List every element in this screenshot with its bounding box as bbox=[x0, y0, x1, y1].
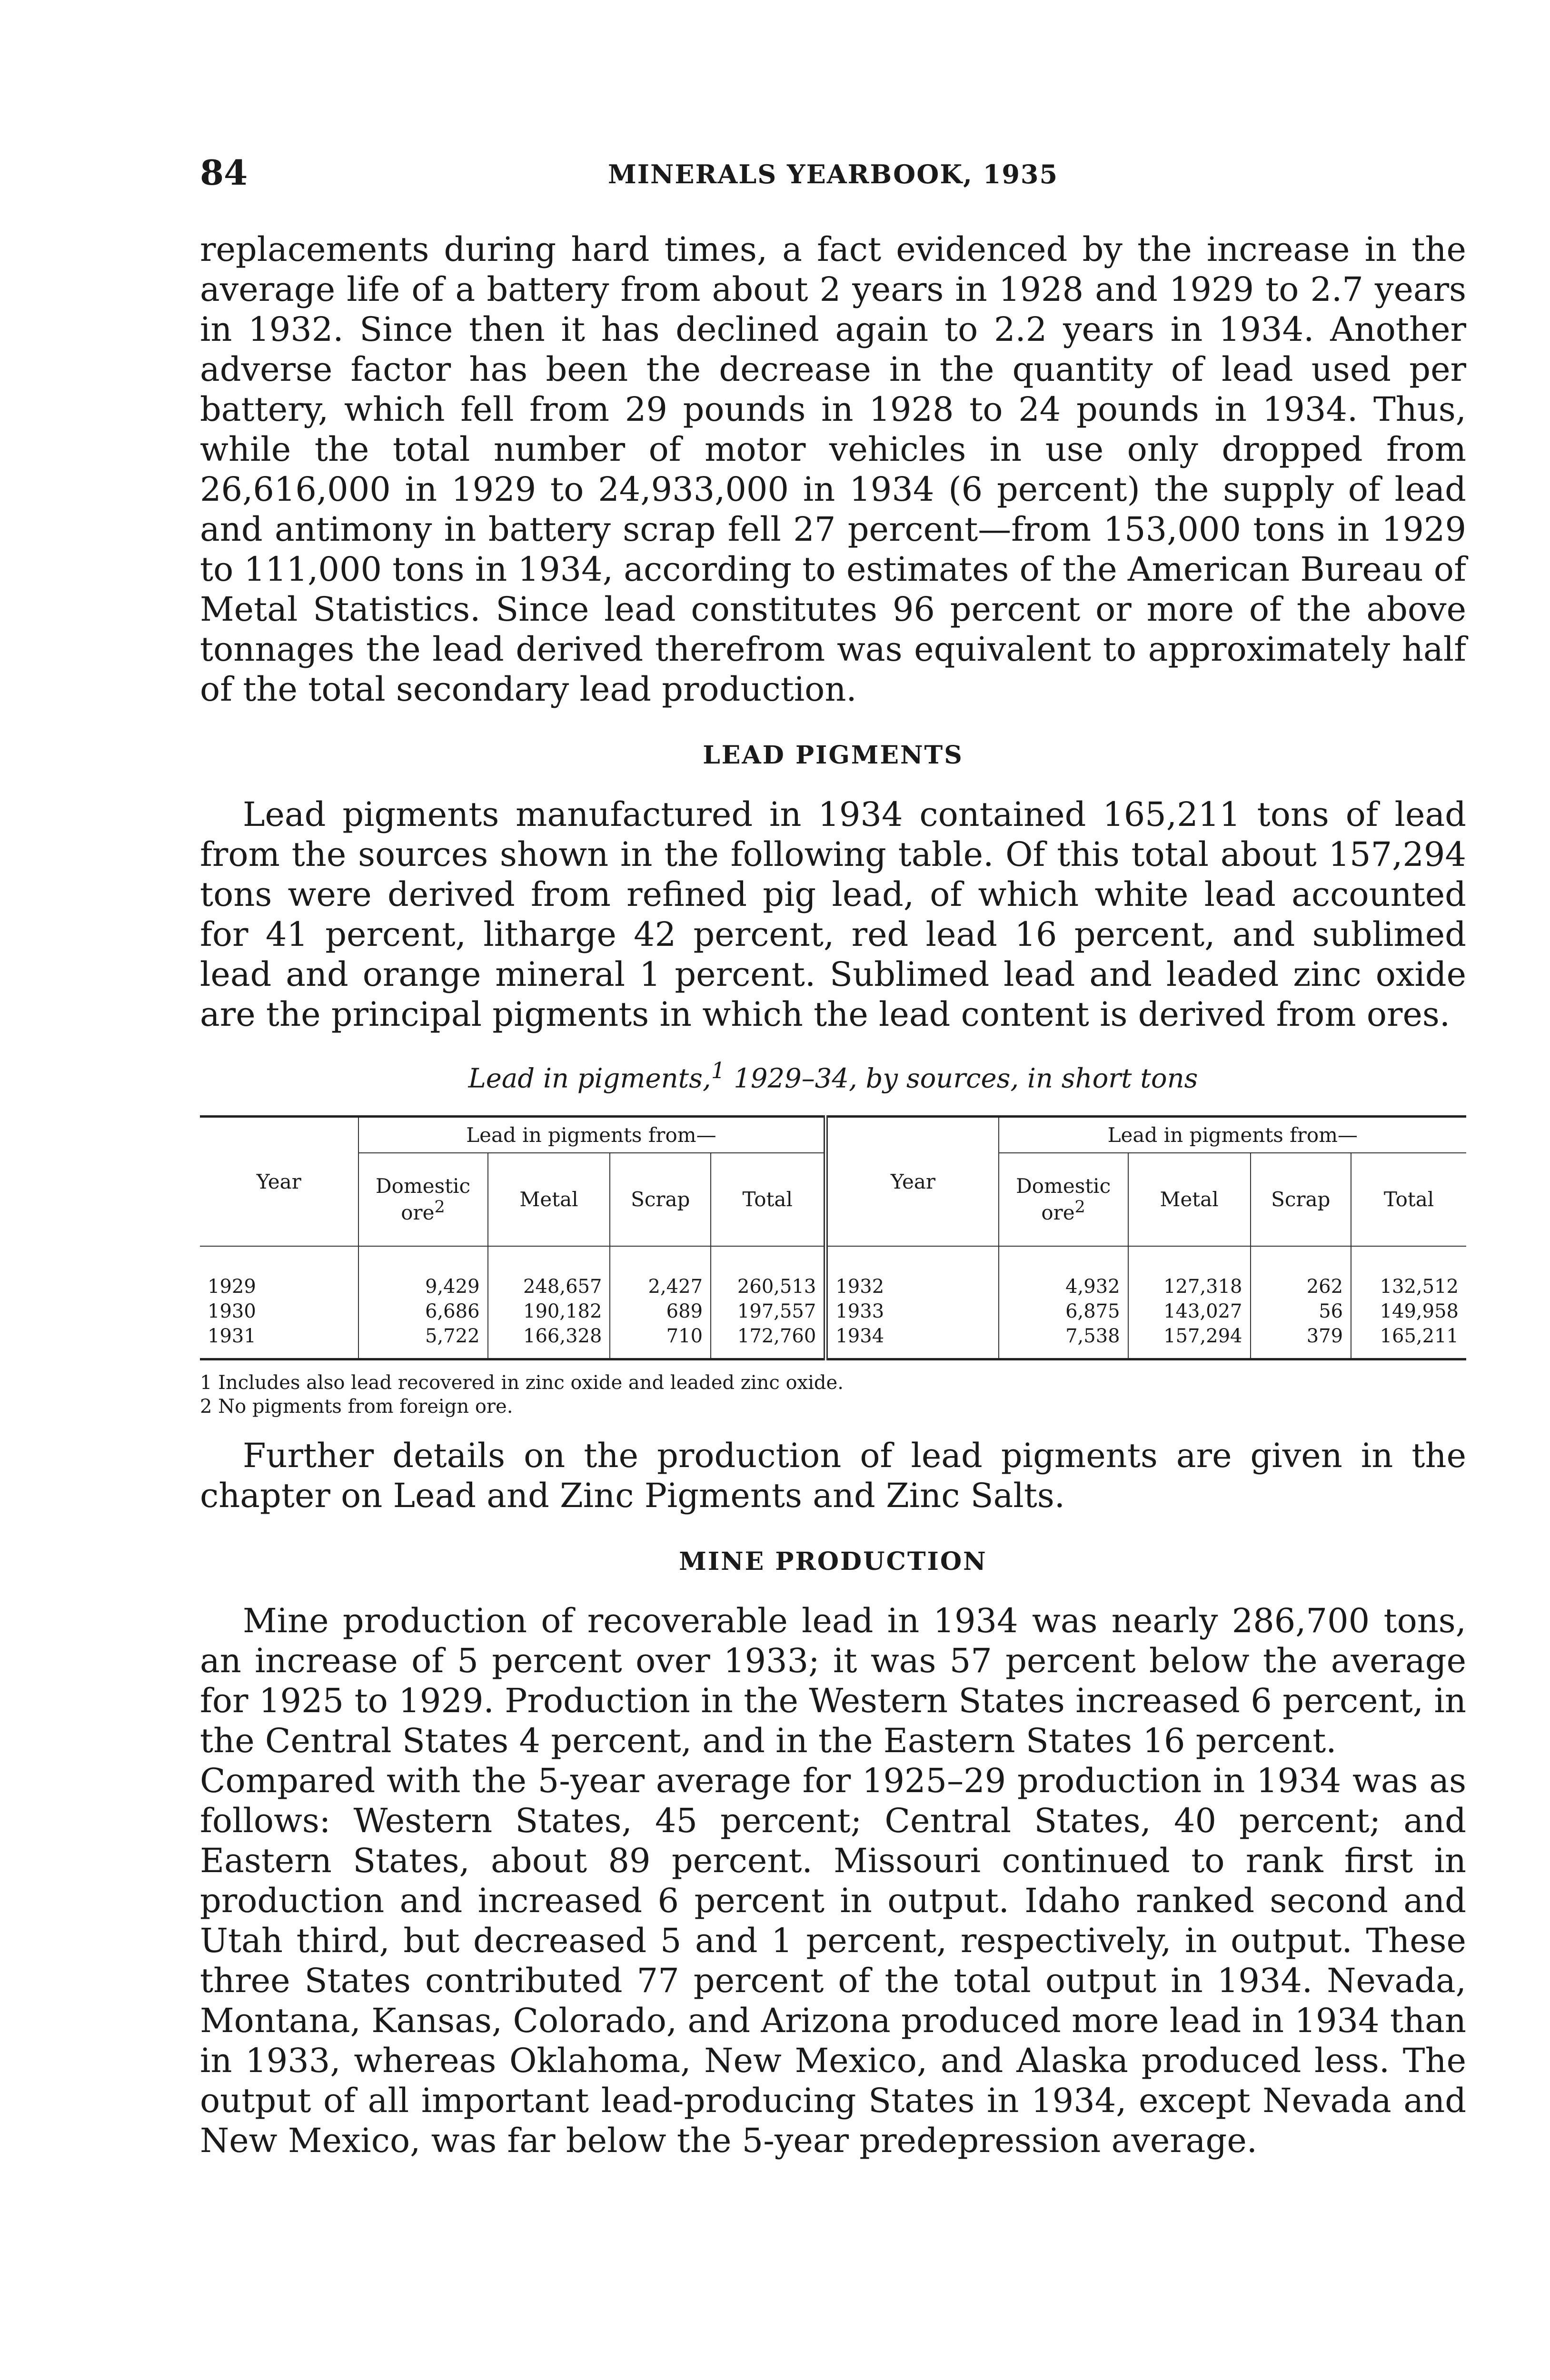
scrap-cell: 56 bbox=[1251, 1299, 1351, 1324]
domestic-footnote-marker: 2 bbox=[1074, 1198, 1085, 1217]
mine-production-paragraph-2: Compared with the 5-year average for 1925–29 production in 1934 was as follows: Western States, 45 percent; Central States, 40 percent; and Eastern States, about 89 percent. Missouri continued to rank first in production and increased 6 percent in output. Idaho ranked second and Utah third, but decreased 5 and 1 percent, respectively, in output. These three States contributed 77 percent of the total output in 1934. Nevada, Montana, Kansas, Colorado, and Arizona produced more lead in 1934 than in 1933, whereas Oklahoma, New Mexico, and Alaska produced less. The output of all important lead-producing States in 1934, except Nevada and New Mexico, was far below the 5-year predepression average. bbox=[200, 1761, 1466, 2160]
table-footnotes bbox=[200, 1371, 1466, 1418]
year-header-right: Year bbox=[826, 1116, 999, 1246]
metal-cell: 190,182 bbox=[488, 1299, 610, 1324]
domestic-cell: 6,875 bbox=[999, 1299, 1128, 1324]
domestic-cell: 7,538 bbox=[999, 1324, 1128, 1359]
total-header-right: Total bbox=[1351, 1153, 1466, 1246]
footnote-2: 2 No pigments from foreign ore. bbox=[200, 1395, 513, 1418]
year-header-left: Year bbox=[200, 1116, 358, 1246]
lead-pigments-heading: LEAD PIGMENTS bbox=[703, 741, 964, 770]
domestic-cell: 5,722 bbox=[358, 1324, 488, 1359]
metal-cell: 143,027 bbox=[1128, 1299, 1251, 1324]
domestic-cell: 9,429 bbox=[358, 1246, 488, 1299]
metal-cell: 248,657 bbox=[488, 1246, 610, 1299]
caption-footnote-marker: 1 bbox=[711, 1058, 725, 1084]
scrap-cell: 689 bbox=[610, 1299, 711, 1324]
page-header bbox=[200, 152, 1466, 195]
table-row bbox=[200, 1246, 1466, 1299]
scrap-cell: 379 bbox=[1251, 1324, 1351, 1359]
caption-text-pre: Lead in pigments, bbox=[468, 1063, 711, 1094]
table-row bbox=[200, 1299, 1466, 1324]
total-cell: 172,760 bbox=[711, 1324, 826, 1359]
group-header-left: Lead in pigments from— bbox=[358, 1116, 826, 1153]
total-cell: 260,513 bbox=[711, 1246, 826, 1299]
scrap-cell: 710 bbox=[610, 1324, 711, 1359]
metal-header-left: Metal bbox=[488, 1153, 610, 1246]
scrap-cell: 262 bbox=[1251, 1246, 1351, 1299]
mine-production-paragraph-1: Mine production of recoverable lead in 1934 was nearly 286,700 tons, an increase of 5 percent over 1933; it was 57 percent below the average for 1925 to 1929. Production in the Western States increased 6 percent, in the Central States 4 percent, and in the Eastern States 16 percent. bbox=[200, 1601, 1466, 1760]
table-caption bbox=[200, 1058, 1466, 1094]
total-cell: 165,211 bbox=[1351, 1324, 1466, 1359]
year-cell: 1929 bbox=[200, 1246, 358, 1299]
running-title: MINERALS YEARBOOK, 1935 bbox=[607, 159, 1059, 189]
metal-cell: 127,318 bbox=[1128, 1246, 1251, 1299]
group-header-right: Lead in pigments from— bbox=[999, 1116, 1466, 1153]
scrap-header-right: Scrap bbox=[1251, 1153, 1351, 1246]
year-cell: 1933 bbox=[826, 1299, 999, 1324]
lead-pigments-table bbox=[200, 1115, 1466, 1360]
domestic-ore-header-right bbox=[999, 1153, 1128, 1246]
table-header-row-1 bbox=[200, 1116, 1466, 1153]
table-row bbox=[200, 1324, 1466, 1359]
domestic-cell: 6,686 bbox=[358, 1299, 488, 1324]
intro-paragraph: replacements during hard times, a fact evidenced by the increase in the average life of a battery from about 2 years in 1928 and 1929 to 2.7 years in 1932. Since then it has declined again to 2.2 years in 1934. Another adverse factor has been the decrease in the quantity of lead used per battery, which fell from 29 pounds in 1928 to 24 pounds in 1934. Thus, while the total number of motor vehicles in use only dropped from 26,616,000 in 1929 to 24,933,000 in 1934 (6 percent) the supply of lead and antimony in battery scrap fell 27 percent—from 153,000 tons in 1929 to 111,000 tons in 1934, according to estimates of the American Bureau of Metal Statistics. Since lead constitutes 96 percent or more of the above tonnages the lead derived therefrom was equivalent to approximately half of the total secondary lead production. bbox=[200, 230, 1466, 709]
domestic-ore-label: Domestic ore bbox=[376, 1174, 471, 1225]
mine-production-heading: MINE PRODUCTION bbox=[679, 1547, 987, 1576]
total-cell: 149,958 bbox=[1380, 1300, 1459, 1322]
domestic-ore-header-left bbox=[358, 1153, 488, 1246]
caption-text-post: 1929–34, by sources, in short tons bbox=[725, 1063, 1198, 1094]
footnote-1: 1 Includes also lead recovered in zinc oxide and leaded zinc oxide. bbox=[200, 1371, 844, 1394]
year-cell: 1934 bbox=[826, 1324, 999, 1359]
metal-cell: 157,294 bbox=[1128, 1324, 1251, 1359]
lead-pigments-paragraph: Lead pigments manufactured in 1934 contained 165,211 tons of lead from the sources shown in the following table. Of this total about 157,294 tons were derived from refined pig lead, of which white lead accounted for 41 percent, litharge 42 percent, red lead 16 percent, and sublimed lead and orange mineral 1 percent. Sublimed lead and leaded zinc oxide are the principal pigments in which the lead content is derived from ores. bbox=[200, 795, 1466, 1034]
document-page bbox=[200, 152, 1466, 2161]
domestic-cell: 4,932 bbox=[999, 1246, 1128, 1299]
metal-cell: 166,328 bbox=[488, 1324, 610, 1359]
metal-header-right: Metal bbox=[1128, 1153, 1251, 1246]
total-header-left: Total bbox=[711, 1153, 826, 1246]
further-details-paragraph: Further details on the production of lead pigments are given in the chapter on Lead and Zinc Pigments and Zinc Salts. bbox=[200, 1436, 1466, 1515]
year-cell: 1932 bbox=[826, 1246, 999, 1299]
page-number: 84 bbox=[200, 152, 248, 193]
domestic-footnote-marker: 2 bbox=[434, 1198, 445, 1217]
total-cell: 132,512 bbox=[1351, 1246, 1466, 1299]
total-cell: 197,557 bbox=[711, 1299, 826, 1324]
year-cell: 1930 bbox=[200, 1299, 358, 1324]
scrap-header-left: Scrap bbox=[610, 1153, 711, 1246]
domestic-ore-label: Domestic ore bbox=[1016, 1174, 1111, 1225]
year-cell: 1931 bbox=[200, 1324, 358, 1359]
scrap-cell: 2,427 bbox=[610, 1246, 711, 1299]
